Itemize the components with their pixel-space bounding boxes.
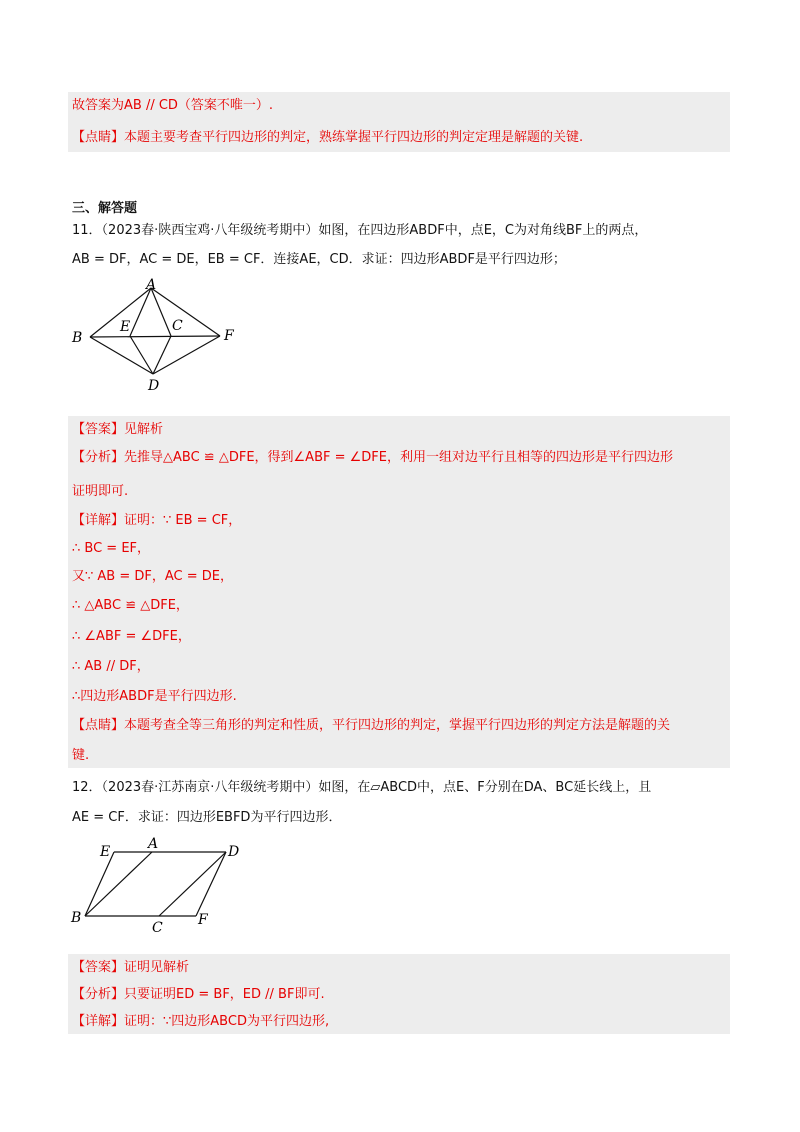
- label-B: B: [72, 330, 83, 346]
- label-C: C: [152, 920, 163, 934]
- detail-tag: 【详解】: [72, 1014, 125, 1029]
- label-B: B: [71, 910, 82, 926]
- detail-text: 证明：∵ EB = CF，: [124, 513, 242, 528]
- detail-text: 证明：∵四边形ABCD为平行四边形,: [124, 1014, 330, 1029]
- q11-stem-line1: 11．（2023春·陕西宝鸡·八年级统考期中）如图，在四边形ABDF中，点E，C为对角线BF上的两点，: [72, 223, 648, 238]
- q11-comment: [72, 716, 670, 736]
- answer-tag: 【答案】: [72, 960, 125, 975]
- answer-text: 证明见解析: [124, 960, 190, 975]
- q11-detail-line3: 又∵ AB = DF，AC = DE，: [72, 569, 233, 584]
- answer-text: 见解析: [124, 422, 164, 437]
- analysis-tag: 【分析】: [72, 450, 125, 465]
- comment-text: 本题主要考查平行四边形的判定，熟练掌握平行四边形的判定定理是解题的关键.: [124, 130, 584, 145]
- label-E: E: [100, 844, 111, 860]
- q12-answer: [72, 958, 189, 978]
- q12-detail: [72, 1012, 329, 1032]
- label-E: E: [120, 319, 131, 335]
- answer-tag: 【答案】: [72, 422, 125, 437]
- q11-detail-line2: ∴ BC = EF，: [72, 541, 151, 556]
- q11-detail-line6: ∴ AB // DF，: [72, 659, 150, 674]
- detail-tag: 【详解】: [72, 513, 125, 528]
- comment-tag: 【点睛】: [72, 718, 125, 733]
- q11-comment-line2: 键.: [72, 748, 90, 763]
- q10-comment: [72, 128, 583, 148]
- section-title: 三、解答题: [72, 201, 138, 216]
- label-D: D: [148, 378, 160, 394]
- comment-text: 本题考查全等三角形的判定和性质，平行四边形的判定，掌握平行四边形的判定方法是解题的关: [124, 718, 671, 733]
- label-F: F: [198, 912, 208, 928]
- q11-detail-line4: ∴ △ABC ≌ △DFE，: [72, 598, 189, 613]
- q10-answer-line: 故答案为AB // CD（答案不唯一）.: [72, 98, 274, 113]
- analysis-text: 先推导△ABC ≌ △DFE，得到∠ABF = ∠DFE，利用一组对边平行且相等的四边形是平行四边形: [124, 450, 673, 465]
- label-F: F: [224, 328, 234, 344]
- analysis-tag: 【分析】: [72, 987, 125, 1002]
- label-A: A: [148, 836, 159, 852]
- q12-figure: [64, 834, 254, 934]
- q12-stem-line1: 12．（2023春·江苏南京·八年级统考期中）如图，在▱ABCD中，点E、F分别在DA、BC延长线上，且: [72, 780, 652, 795]
- label-D: D: [228, 844, 240, 860]
- label-C: C: [172, 318, 183, 334]
- q11-detail-line1: [72, 511, 241, 531]
- q11-analysis: [72, 448, 673, 468]
- q11-analysis-line2: 证明即可.: [72, 484, 129, 499]
- q11-figure: [60, 278, 250, 398]
- q12-analysis: [72, 985, 325, 1005]
- comment-tag: 【点睛】: [72, 130, 125, 145]
- analysis-text: 只要证明ED = BF，ED // BF即可.: [124, 987, 325, 1002]
- q12-stem-line2: AE = CF．求证：四边形EBFD为平行四边形．: [72, 810, 342, 825]
- q11-stem-line2: AB = DF，AC = DE，EB = CF．连接AE，CD．求证：四边形ABDF是平行四边形；: [72, 252, 566, 267]
- q11-answer: [72, 420, 163, 440]
- q11-detail-line5: ∴ ∠ABF = ∠DFE，: [72, 629, 191, 644]
- q11-detail-line7: ∴四边形ABDF是平行四边形.: [72, 689, 237, 704]
- label-A: A: [146, 278, 157, 293]
